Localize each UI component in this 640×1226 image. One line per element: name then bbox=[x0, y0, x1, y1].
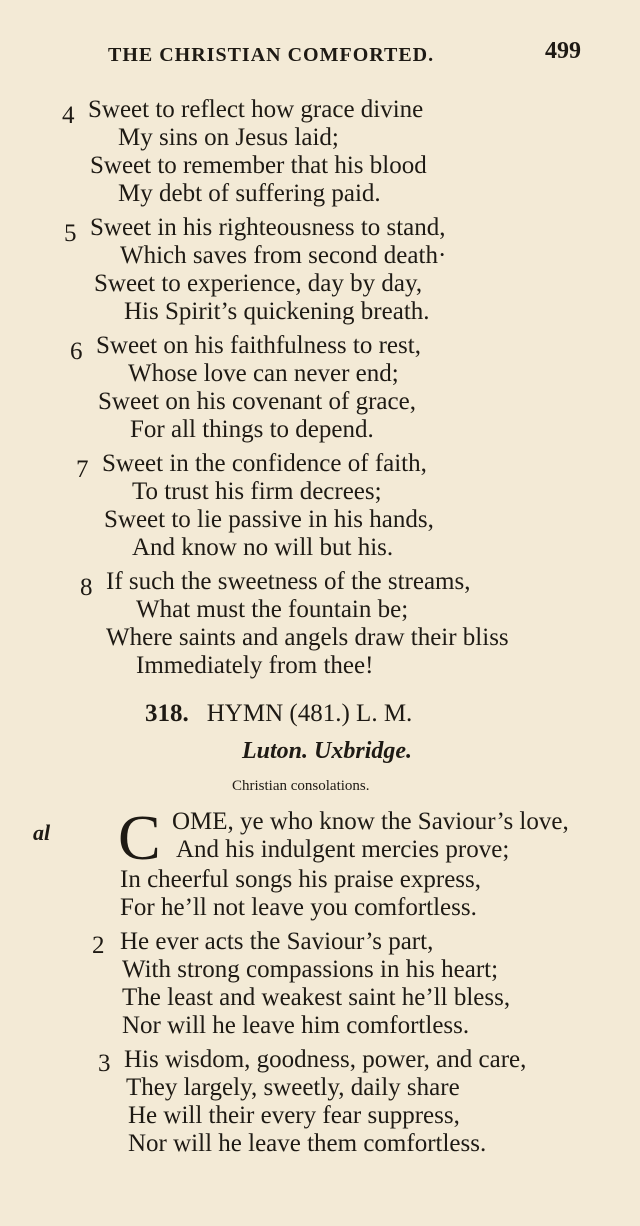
verse-line: Where saints and angels draw their bliss bbox=[106, 624, 509, 651]
stanza-number: 8 bbox=[80, 574, 93, 601]
stanza-number: 3 bbox=[98, 1050, 111, 1077]
verse-line: Sweet in his righteousness to stand, bbox=[90, 214, 446, 241]
verse-line: His wisdom, goodness, power, and care, bbox=[124, 1046, 527, 1073]
verse-line: And know no will but his. bbox=[132, 534, 394, 561]
stanza-number: 5 bbox=[64, 220, 77, 247]
stanza-number: 2 bbox=[92, 932, 105, 959]
verse-line: Sweet to experience, day by day, bbox=[94, 270, 423, 297]
verse-line: They largely, sweetly, daily share bbox=[126, 1074, 460, 1101]
verse-line: For he’ll not leave you comfortless. bbox=[120, 894, 477, 921]
margin-annotation: al bbox=[33, 820, 51, 845]
hymn-subject: Christian consolations. bbox=[232, 778, 370, 794]
verse-line: Sweet to reflect how grace divine bbox=[88, 96, 424, 123]
verse-line: If such the sweetness of the streams, bbox=[106, 568, 471, 595]
verse-line: Sweet on his covenant of grace, bbox=[98, 388, 416, 415]
drop-cap: C bbox=[118, 802, 161, 873]
stanza-number: 4 bbox=[62, 102, 75, 129]
verse-line: The least and weakest saint he’ll bless, bbox=[122, 984, 511, 1011]
tune-names: Luton. Uxbridge. bbox=[242, 738, 413, 764]
verse-line: To trust his firm decrees; bbox=[132, 478, 382, 505]
page-number: 499 bbox=[545, 38, 581, 64]
verse-line: His Spirit’s quickening breath. bbox=[124, 298, 430, 325]
verse-line: He ever acts the Saviour’s part, bbox=[120, 928, 434, 955]
stanza-number: 6 bbox=[70, 338, 83, 365]
verse-line: Sweet to lie passive in his hands, bbox=[104, 506, 434, 533]
verse-line: What must the fountain be; bbox=[136, 596, 409, 623]
verse-line: With strong compassions in his heart; bbox=[122, 956, 499, 983]
verse-line: Sweet to remember that his blood bbox=[90, 152, 427, 179]
verse-line: Nor will he leave them comfortless. bbox=[128, 1130, 487, 1157]
verse-line: My sins on Jesus laid; bbox=[118, 124, 339, 151]
verse-line: In cheerful songs his praise express, bbox=[120, 866, 482, 893]
verse-line: Nor will he leave him comfortless. bbox=[122, 1012, 470, 1039]
hymn-title: HYMN (481.) L. M. bbox=[206, 700, 413, 727]
verse-line: OME, ye who know the Saviour’s love, bbox=[172, 808, 569, 835]
verse-line: Whose love can never end; bbox=[128, 360, 399, 387]
verse-line: Which saves from second death· bbox=[120, 242, 447, 269]
verse-line: Sweet in the confidence of faith, bbox=[102, 450, 427, 477]
verse-line: He will their every fear suppress, bbox=[128, 1102, 460, 1129]
verse-line: My debt of suffering paid. bbox=[118, 180, 381, 207]
verse-line: And his indulgent mercies prove; bbox=[176, 836, 510, 863]
hymn-number: 318. bbox=[145, 700, 189, 727]
verse-line: For all things to depend. bbox=[130, 416, 374, 443]
running-title: THE CHRISTIAN COMFORTED. bbox=[108, 44, 435, 66]
verse-line: Immediately from thee! bbox=[136, 652, 374, 679]
stanza-number: 7 bbox=[76, 456, 89, 483]
verse-line: Sweet on his faithfulness to rest, bbox=[96, 332, 421, 359]
hymn-heading bbox=[145, 700, 412, 728]
